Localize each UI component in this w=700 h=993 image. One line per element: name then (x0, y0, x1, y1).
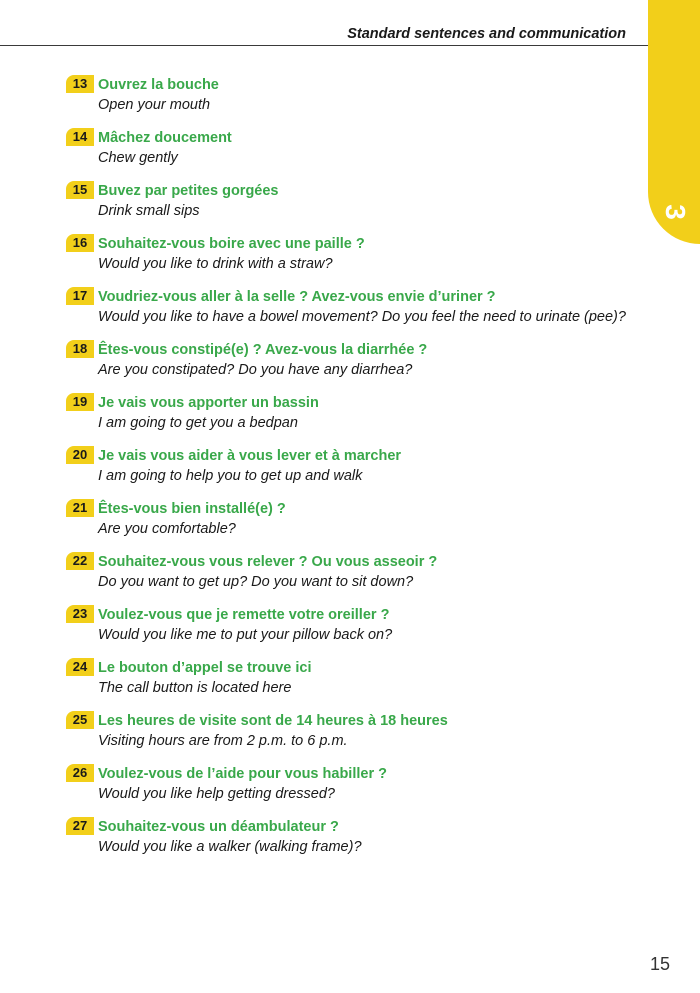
french-phrase: Les heures de visite sont de 14 heures à 18 heures (98, 713, 448, 729)
english-translation: Are you comfortable? (98, 521, 236, 537)
english-translation: Would you like to drink with a straw? (98, 256, 333, 272)
french-phrase: Souhaitez-vous un déambulateur ? (98, 819, 339, 835)
french-phrase: Souhaitez-vous vous relever ? Ou vous asseoir ? (98, 554, 438, 570)
french-phrase: Voudriez-vous aller à la selle ? Avez-vous envie d’uriner ? (98, 289, 496, 305)
page-number: 15 (649, 954, 671, 974)
english-translation: Chew gently (98, 150, 178, 166)
phrase-item (66, 711, 626, 751)
english-translation: I am going to help you to get up and walk (98, 468, 363, 484)
french-phrase: Ouvrez la bouche (98, 77, 219, 93)
phrase-item (66, 234, 626, 274)
english-translation: Would you like a walker (walking frame)? (98, 839, 362, 855)
french-phrase: Mâchez doucement (98, 130, 232, 146)
phrase-number-badge: 14 (66, 128, 94, 146)
phrase-item (66, 499, 626, 539)
english-translation: The call button is located here (98, 680, 292, 696)
phrase-number-badge: 17 (66, 287, 94, 305)
french-phrase: Buvez par petites gorgées (98, 183, 279, 199)
phrase-number-badge: 21 (66, 499, 94, 517)
english-translation: Would you like help getting dressed? (98, 786, 335, 802)
phrase-number-badge: 27 (66, 817, 94, 835)
phrase-number-badge: 18 (66, 340, 94, 358)
french-phrase: Voulez-vous que je remette votre oreiller ? (98, 607, 390, 623)
phrase-number-badge: 26 (66, 764, 94, 782)
phrase-item (66, 817, 626, 857)
english-translation: Would you like me to put your pillow back on? (98, 627, 393, 643)
phrase-number-badge: 20 (66, 446, 94, 464)
page-header-title: Standard sentences and communication (347, 26, 626, 42)
header-divider (0, 45, 648, 46)
phrase-item (66, 393, 626, 433)
phrase-number-badge: 15 (66, 181, 94, 199)
phrase-item (66, 75, 626, 115)
phrase-number-badge: 16 (66, 234, 94, 252)
phrase-item (66, 658, 626, 698)
english-translation: Do you want to get up? Do you want to sit down? (98, 574, 414, 590)
french-phrase: Souhaitez-vous boire avec une paille ? (98, 236, 365, 252)
french-phrase: Êtes-vous constipé(e) ? Avez-vous la diarrhée ? (98, 342, 428, 358)
phrase-number-badge: 24 (66, 658, 94, 676)
chapter-number: 3 (660, 204, 691, 220)
phrase-item (66, 764, 626, 804)
english-translation: Drink small sips (98, 203, 200, 219)
phrase-item (66, 340, 626, 380)
french-phrase: Voulez-vous de l’aide pour vous habiller ? (98, 766, 387, 782)
phrase-item (66, 181, 626, 221)
phrase-item (66, 287, 626, 327)
phrase-item (66, 128, 626, 168)
phrase-item (66, 605, 626, 645)
phrase-item (66, 446, 626, 486)
phrase-number-badge: 22 (66, 552, 94, 570)
english-translation: I am going to get you a bedpan (98, 415, 298, 431)
phrase-item (66, 552, 626, 592)
english-translation: Open your mouth (98, 97, 211, 113)
phrase-number-badge: 13 (66, 75, 94, 93)
english-translation: Visiting hours are from 2 p.m. to 6 p.m. (98, 733, 348, 749)
english-translation: Are you constipated? Do you have any diarrhea? (98, 362, 413, 378)
phrase-number-badge: 25 (66, 711, 94, 729)
french-phrase: Le bouton d’appel se trouve ici (98, 660, 312, 676)
phrase-number-badge: 19 (66, 393, 94, 411)
french-phrase: Je vais vous apporter un bassin (98, 395, 319, 411)
phrase-list (66, 73, 626, 870)
phrase-number-badge: 23 (66, 605, 94, 623)
english-translation: Would you like to have a bowel movement? Do you feel the need to urinate (pee)? (98, 309, 626, 325)
french-phrase: Je vais vous aider à vous lever et à marcher (98, 448, 402, 464)
french-phrase: Êtes-vous bien installé(e) ? (98, 501, 286, 517)
